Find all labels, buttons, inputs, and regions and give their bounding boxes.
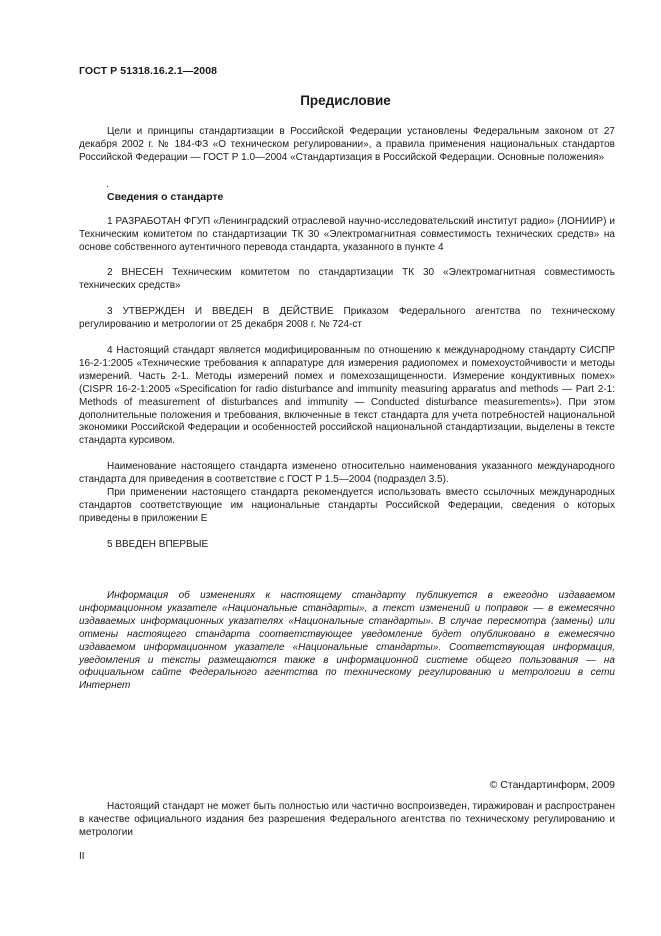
info-notice: Информация об изменениях к настоящему стандарту публикуется в ежегодно издаваемом информационном указателе «Национальные стандарты», а текст изменений и поправок — в ежемесячно издаваемых информационных указателях «Национальные стандарты». В случае пересмотра (замены) или отмены настоящего стандарта соответствующее уведомление будет опубликовано в ежемесячно издаваемом информационном указателе «Национальные стандарты». Соответствующая информация, уведомления и тексты размещаются также в информационной системе общего пользования — на официальном сайте Федерального агентства по техническому регулированию и метрологии в сети Интернет bbox=[79, 590, 615, 692]
item-4-refs-note: При применении настоящего стандарта рекомендуется использовать вместо ссылочных международных стандартов соответствующие им национальные стандарты Российской Федерации, сведения о которых приведены в приложении Е bbox=[79, 487, 615, 524]
rights-notice: Настоящий стандарт не может быть полностью или частично воспроизведен, тиражирован и распространен в качестве официального издания без разрешения Федерального агентства по техническому регулированию и метрологии bbox=[79, 801, 615, 838]
intro-paragraph: Цели и принципы стандартизации в Российской Федерации установлены Федеральным законом от 27 декабря 2002 г. № 184-ФЗ «О техническом регулировании», а правила применения национальных стандартов Российской Федерации — ГОСТ Р 1.0—2004 «Стандартизация в Российской Федерации. Основные положения» bbox=[79, 126, 615, 163]
marker-dot: . bbox=[106, 179, 109, 190]
copyright: © Стандартинформ, 2009 bbox=[489, 779, 615, 791]
item-4-name-note: Наименование настоящего стандарта изменено относительно наименования указанного международного стандарта для приведения в соответствие с ГОСТ Р 1.5—2004 (подраздел 3.5). bbox=[79, 461, 615, 485]
item-2: 2 ВНЕСЕН Техническим комитетом по стандартизации ТК 30 «Электромагнитная совместимость технических средств» bbox=[79, 267, 615, 291]
item-5: 5 ВВЕДЕН ВПЕРВЫЕ bbox=[107, 539, 209, 550]
page-number: II bbox=[79, 851, 85, 862]
item-3: 3 УТВЕРЖДЕН И ВВЕДЕН В ДЕЙСТВИЕ Приказом Федерального агентства по техническому регулированию и метрологии от 25 декабря 2008 г. № 724-ст bbox=[79, 306, 615, 330]
title-text: Предисловие bbox=[300, 93, 391, 108]
subheading: Сведения о стандарте bbox=[107, 191, 224, 203]
item-1: 1 РАЗРАБОТАН ФГУП «Ленинградский отраслевой научно-исследовательский институт радио» (ЛОНИИР) и Техническим комитетом по стандартизации ТК 30 «Электромагнитная совместимость технических средств» на основе собственного аутентичного перевода стандарта, указанного в пункте 4 bbox=[79, 216, 615, 253]
item-4: 4 Настоящий стандарт является модифицированным по отношению к международному стандарту СИСПР 16-2-1:2005 «Технические требования к аппаратуре для измерения радиопомех и помехоустойчивости и методы измерений. Часть 2-1. Методы измерений помех и помехозащищенности. Измерение кондуктивных помех» (CISPR 16-2-1:2005 «Specification for radio disturbance and immunity measuring apparatus and methods — Part 2-1: Methods of measurement of disturbances and immunity — Conducted disturbance measurements»). При этом дополнительные положения и требования, включенные в текст стандарта для учета потребностей национальной экономики Российской Федерации и особенностей российской национальной стандартизации, выделены в тексте стандарта курсивом. bbox=[79, 345, 615, 447]
standard-header: ГОСТ Р 51318.16.2.1—2008 bbox=[79, 65, 218, 77]
page-title bbox=[0, 93, 661, 108]
